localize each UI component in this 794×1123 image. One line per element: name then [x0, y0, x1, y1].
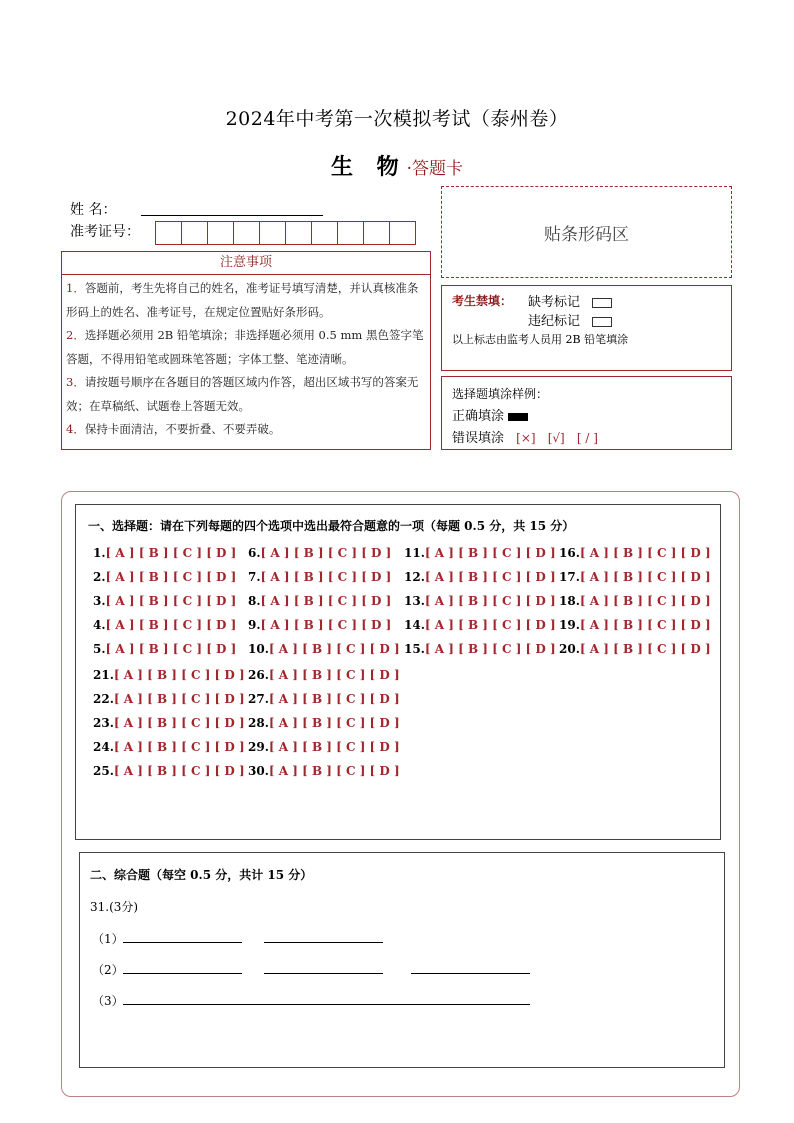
wrong-mark: [√] [547, 431, 565, 445]
answer-blank[interactable] [264, 942, 383, 943]
absent-mark-row: 缺考标记 [528, 291, 612, 310]
option-bubbles[interactable]: [ A ] [ B ] [ C ] [ D ] [105, 546, 237, 560]
choice-question[interactable] [248, 594, 391, 608]
question-number: 2. [93, 570, 106, 584]
choice-question[interactable] [248, 570, 391, 584]
question-number: 9. [248, 618, 261, 632]
choice-question[interactable] [93, 594, 236, 608]
choice-section-title: 一、选择题：请在下列每题的四个选项中选出最符合题意的一项（每题 0.5 分，共 15 分） [88, 519, 575, 533]
choice-question[interactable] [93, 546, 236, 560]
question-number: 1. [93, 546, 106, 560]
choice-question[interactable] [404, 618, 556, 632]
choice-question[interactable] [248, 764, 400, 778]
question-number: 25. [93, 764, 114, 778]
notice-heading: 注意事项 [219, 255, 272, 270]
id-digit-box[interactable] [234, 222, 260, 244]
answer-card-label: ·答题卡 [406, 159, 464, 179]
id-digit-box[interactable] [312, 222, 338, 244]
option-bubbles[interactable]: [ A ] [ B ] [ C ] [ D ] [424, 642, 556, 656]
choice-question[interactable] [93, 570, 236, 584]
part-3-label: （3） [92, 994, 124, 1008]
option-bubbles[interactable]: [ A ] [ B ] [ C ] [ D ] [113, 740, 245, 754]
option-bubbles[interactable]: [ A ] [ B ] [ C ] [ D ] [268, 642, 400, 656]
subject-name: 生 物 [330, 154, 407, 180]
option-bubbles[interactable]: [ A ] [ B ] [ C ] [ D ] [579, 570, 711, 584]
id-digit-box[interactable] [156, 222, 182, 244]
question-number: 12. [404, 570, 425, 584]
question-number: 16. [559, 546, 580, 560]
question-number: 11. [404, 546, 425, 560]
notice-box [61, 274, 431, 450]
notice-item: 3．请按题号顺序在各题目的答题区域内作答，超出区域书写的答案无效；在草稿纸、试题卷上答题无效。 [66, 375, 419, 413]
question-31-label: 31.(3分) [90, 900, 139, 914]
option-bubbles[interactable]: [ A ] [ B ] [ C ] [ D ] [268, 668, 400, 682]
choice-question[interactable] [404, 570, 556, 584]
comprehensive-section-title: 二、综合题（每空 0.5 分，共计 15 分） [90, 868, 313, 882]
wrong-mark: [×] [516, 431, 536, 445]
choice-question[interactable] [248, 668, 400, 682]
option-bubbles[interactable]: [ A ] [ B ] [ C ] [ D ] [105, 642, 237, 656]
choice-question[interactable] [93, 740, 245, 754]
option-bubbles[interactable]: [ A ] [ B ] [ C ] [ D ] [424, 570, 556, 584]
option-bubbles[interactable]: [ A ] [ B ] [ C ] [ D ] [579, 642, 711, 656]
notice-header [61, 251, 431, 275]
correct-sample-row: 正确填涂 [452, 405, 528, 424]
subject-title [0, 150, 794, 181]
id-number-boxes[interactable] [155, 221, 416, 245]
id-label: 准考证号： [70, 224, 140, 240]
choice-question[interactable] [93, 692, 245, 706]
exam-title: 2024年中考第一次模拟考试（泰州卷） [225, 108, 569, 130]
choice-question[interactable] [559, 594, 711, 608]
choice-question[interactable] [248, 642, 400, 656]
choice-question[interactable] [248, 716, 400, 730]
option-bubbles[interactable]: [ A ] [ B ] [ C ] [ D ] [579, 546, 711, 560]
part-1-label: （1） [92, 932, 124, 946]
answer-blank[interactable] [123, 1004, 530, 1005]
choice-question[interactable] [404, 594, 556, 608]
notice-item: 1．答题前，考生先将自己的姓名，准考证号填写清楚，并认真核准条形码上的姓名、准考证号，在规定位置贴好条形码。 [66, 281, 419, 319]
absent-checkbox[interactable] [592, 298, 612, 308]
question-number: 5. [93, 642, 106, 656]
question-number: 7. [248, 570, 261, 584]
question-number: 30. [248, 764, 269, 778]
id-digit-box[interactable] [260, 222, 286, 244]
question-number: 20. [559, 642, 580, 656]
question-number: 28. [248, 716, 269, 730]
wrong-mark: [ / ] [576, 431, 598, 445]
id-digit-box[interactable] [364, 222, 390, 244]
option-bubbles[interactable]: [ A ] [ B ] [ C ] [ D ] [579, 618, 711, 632]
answer-blank[interactable] [264, 973, 383, 974]
option-bubbles[interactable]: [ A ] [ B ] [ C ] [ D ] [260, 570, 392, 584]
question-number: 26. [248, 668, 269, 682]
choice-question[interactable] [404, 546, 556, 560]
choice-question[interactable] [93, 764, 245, 778]
choice-question[interactable] [559, 642, 711, 656]
barcode-area [441, 186, 732, 278]
answer-blank[interactable] [411, 973, 530, 974]
option-bubbles[interactable]: [ A ] [ B ] [ C ] [ D ] [113, 764, 245, 778]
notice-item: 2．选择题必须用 2B 铅笔填涂；非选择题必须用 0.5 mm 黑色签字笔答题，不得用铅笔或圆珠笔答题；字体工整、笔迹清晰。 [66, 328, 424, 366]
notice-list [62, 277, 430, 442]
option-bubbles[interactable]: [ A ] [ B ] [ C ] [ D ] [260, 618, 392, 632]
violation-mark-row: 违纪标记 [528, 310, 612, 329]
question-number: 18. [559, 594, 580, 608]
choice-question[interactable] [248, 618, 391, 632]
comprehensive-section [79, 852, 725, 1068]
choice-question[interactable] [559, 570, 711, 584]
filled-mark [508, 413, 528, 421]
question-number: 13. [404, 594, 425, 608]
question-number: 8. [248, 594, 261, 608]
option-bubbles[interactable]: [ A ] [ B ] [ C ] [ D ] [424, 594, 556, 608]
id-digit-box[interactable] [208, 222, 234, 244]
question-number: 22. [93, 692, 114, 706]
choice-question[interactable] [93, 716, 245, 730]
option-bubbles[interactable]: [ A ] [ B ] [ C ] [ D ] [579, 594, 711, 608]
choice-question[interactable] [248, 740, 400, 754]
option-bubbles[interactable]: [ A ] [ B ] [ C ] [ D ] [268, 740, 400, 754]
part-2-label: （2） [92, 963, 124, 977]
forbidden-box [441, 285, 732, 371]
choice-question[interactable] [93, 618, 236, 632]
question-number: 21. [93, 668, 114, 682]
choice-question[interactable] [559, 618, 711, 632]
option-bubbles[interactable]: [ A ] [ B ] [ C ] [ D ] [424, 546, 556, 560]
forbidden-note: 以上标志由监考人员用 2B 铅笔填涂 [452, 333, 629, 346]
option-bubbles[interactable]: [ A ] [ B ] [ C ] [ D ] [268, 692, 400, 706]
answer-blank[interactable] [123, 942, 242, 943]
question-number: 27. [248, 692, 269, 706]
question-number: 15. [404, 642, 425, 656]
forbidden-label: 考生禁填： [452, 294, 513, 308]
question-number: 24. [93, 740, 114, 754]
option-bubbles[interactable]: [ A ] [ B ] [ C ] [ D ] [268, 716, 400, 730]
choice-question[interactable] [93, 642, 236, 656]
option-bubbles[interactable]: [ A ] [ B ] [ C ] [ D ] [105, 618, 237, 632]
option-bubbles[interactable]: [ A ] [ B ] [ C ] [ D ] [113, 716, 245, 730]
option-bubbles[interactable]: [ A ] [ B ] [ C ] [ D ] [268, 764, 400, 778]
option-bubbles[interactable]: [ A ] [ B ] [ C ] [ D ] [260, 594, 392, 608]
question-number: 6. [248, 546, 261, 560]
sample-box [441, 376, 732, 450]
id-digit-box[interactable] [182, 222, 208, 244]
option-bubbles[interactable]: [ A ] [ B ] [ C ] [ D ] [105, 570, 237, 584]
option-bubbles[interactable]: [ A ] [ B ] [ C ] [ D ] [260, 546, 392, 560]
question-number: 10. [248, 642, 269, 656]
id-digit-box[interactable] [390, 222, 415, 244]
notice-item: 4．保持卡面清洁，不要折叠、不要弄破。 [66, 422, 281, 436]
question-number: 23. [93, 716, 114, 730]
question-number: 29. [248, 740, 269, 754]
question-number: 14. [404, 618, 425, 632]
question-number: 17. [559, 570, 580, 584]
id-digit-box[interactable] [338, 222, 364, 244]
question-number: 4. [93, 618, 106, 632]
option-bubbles[interactable]: [ A ] [ B ] [ C ] [ D ] [113, 668, 245, 682]
name-field[interactable] [141, 195, 323, 216]
option-bubbles[interactable]: [ A ] [ B ] [ C ] [ D ] [113, 692, 245, 706]
question-number: 19. [559, 618, 580, 632]
name-label: 姓 名： [70, 202, 117, 218]
id-digit-box[interactable] [286, 222, 312, 244]
choice-question[interactable] [559, 546, 711, 560]
choice-question[interactable] [248, 692, 400, 706]
choice-question[interactable] [93, 668, 245, 682]
wrong-sample-row: 错误填涂 [×] [√] [ / ] [452, 431, 598, 446]
choice-question[interactable] [404, 642, 556, 656]
barcode-label: 贴条形码区 [544, 225, 629, 245]
choice-question[interactable] [248, 546, 391, 560]
answer-blank[interactable] [123, 973, 242, 974]
violation-checkbox[interactable] [592, 317, 612, 327]
sample-title: 选择题填涂样例： [452, 387, 549, 401]
option-bubbles[interactable]: [ A ] [ B ] [ C ] [ D ] [105, 594, 237, 608]
question-number: 3. [93, 594, 106, 608]
option-bubbles[interactable]: [ A ] [ B ] [ C ] [ D ] [424, 618, 556, 632]
